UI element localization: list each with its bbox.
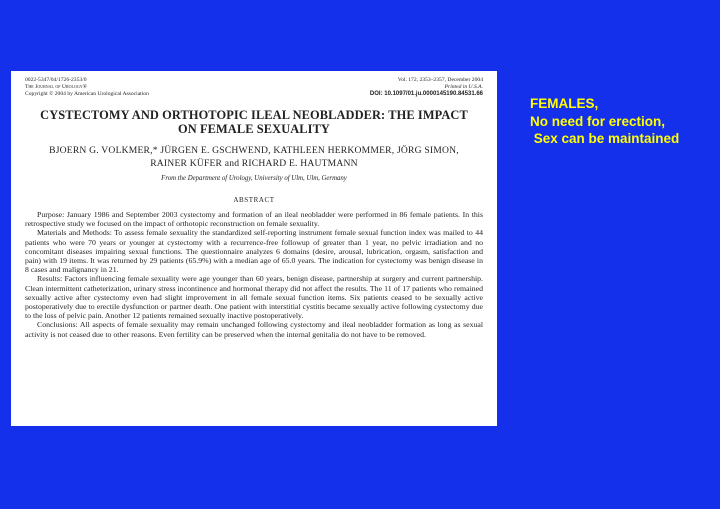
journal-doi: DOI: 10.1097/01.ju.0000145190.84531.66 bbox=[369, 91, 483, 98]
side-note-line-2: No need for erection, bbox=[530, 113, 666, 129]
journal-printed: Printed in U.S.A. bbox=[444, 84, 483, 91]
slide-side-note bbox=[530, 95, 679, 148]
paper-authors-line-1: BJOERN G. VOLKMER,* JÜRGEN E. GSCHWEND, KATHLEEN HERKOMMER, JÖRG SIMON, bbox=[49, 145, 459, 156]
side-note-line-3: Sex can be maintained bbox=[530, 131, 680, 146]
journal-meta bbox=[25, 77, 483, 105]
paper-title-line-2: ON FEMALE SEXUALITY bbox=[178, 122, 330, 136]
abstract-purpose: Purpose: January 1986 and September 2003 cystectomy and formation of an ileal neobladder were performed in 86 female patients. In this retrospective study we focused on the impact of orthotopic reconstruction on female sexuality. bbox=[25, 210, 483, 229]
journal-code: 0022-5347/04/1726-2353/0 bbox=[25, 77, 87, 83]
paper-excerpt bbox=[11, 71, 497, 426]
journal-copyright: Copyright © 2004 by American Urological Association bbox=[25, 91, 149, 98]
journal-name: The Journal of Urology® bbox=[25, 84, 87, 91]
journal-volume: Vol. 172, 2353–2357, December 2004 bbox=[397, 77, 483, 83]
paper-authors-line-2: RAINER KÜFER and RICHARD E. HAUTMANN bbox=[150, 157, 358, 169]
paper-authors bbox=[25, 145, 483, 170]
abstract-methods: Materials and Methods: To assess female sexuality the standardized self-reporting instrument female sexual function index was mailed to 44 patients who were 70 years or younger at cystectomy with a recurrence-free followup of greater than 1 year, no pelvic irradiation and no concomitant diseases impairing sexual functions. The questionnaire analyzes 6 domains (desire, arousal, lubrication, orgasm, satisfaction and pain) with 19 items. It was returned by 29 patients (65.9%) with a median age of 65.0 years. The indication for cystectomy was benign disease in 8 cases and malignancy in 21. bbox=[25, 228, 483, 275]
journal-meta-left bbox=[25, 77, 149, 99]
side-note-line-1: FEMALES, bbox=[530, 96, 599, 111]
abstract-heading: ABSTRACT bbox=[233, 196, 275, 204]
abstract-conclusions: Conclusions: All aspects of female sexuality may remain unchanged following cystectomy and ileal neobladder formation as long as sexual activity is not ceased due to other reasons. Even fertility can be preserved when the internal genitalia do not have to be removed. bbox=[25, 320, 483, 339]
paper-affiliation: From the Department of Urology, University of Ulm, Ulm, Germany bbox=[161, 175, 347, 182]
abstract-body bbox=[25, 210, 483, 339]
abstract-results: Results: Factors influencing female sexuality were age younger than 60 years, benign disease, partnership at surgery and current partnership. Clean intermittent catheterization, urinary stress incontinence and hormonal therapy did not affect the results. The 11 of 17 patients who remained sexually active after cystectomy even had slight improvement in all female sexual function items. Six patients ceased to be sexually active postoperatively due to erectile dysfunction or partner death. One patient with interstitial cystitis became sexually active following cystectomy due to the loss of pelvic pain. Another 12 patients remained sexually inactive postoperatively. bbox=[25, 274, 483, 321]
journal-meta-right bbox=[370, 77, 483, 99]
paper-title bbox=[25, 108, 483, 136]
paper-title-line-1: CYSTECTOMY AND ORTHOTOPIC ILEAL NEOBLADDER: THE IMPACT bbox=[40, 108, 468, 122]
